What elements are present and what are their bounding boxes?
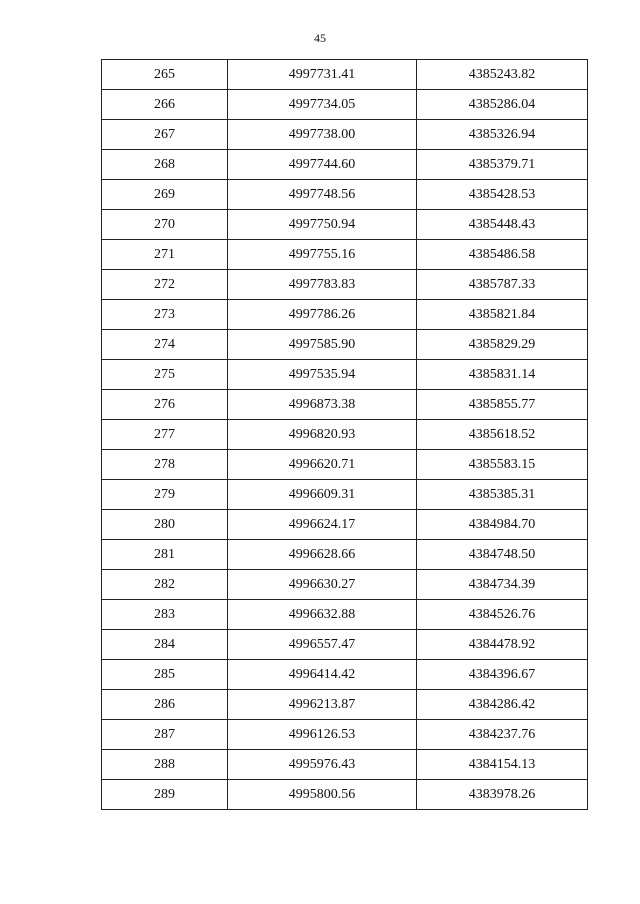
table-row (102, 750, 588, 780)
coordinate-y-cell: 4384984.70 (417, 510, 588, 540)
coordinate-y-cell: 4385326.94 (417, 120, 588, 150)
point-number-cell: 283 (102, 600, 228, 630)
point-number-cell: 268 (102, 150, 228, 180)
coordinate-x-cell: 4996609.31 (228, 480, 417, 510)
table-row (102, 510, 588, 540)
point-number-cell: 279 (102, 480, 228, 510)
coordinate-y-cell: 4385385.31 (417, 480, 588, 510)
coordinates-table-body (102, 60, 588, 810)
point-number-cell: 274 (102, 330, 228, 360)
coordinate-x-cell: 4996632.88 (228, 600, 417, 630)
coordinate-x-cell: 4997731.41 (228, 60, 417, 90)
table-row (102, 690, 588, 720)
coordinate-y-cell: 4384396.67 (417, 660, 588, 690)
coordinate-x-cell: 4995800.56 (228, 780, 417, 810)
coordinate-y-cell: 4383978.26 (417, 780, 588, 810)
table-row (102, 120, 588, 150)
table-row (102, 180, 588, 210)
coordinate-y-cell: 4384286.42 (417, 690, 588, 720)
coordinate-y-cell: 4385379.71 (417, 150, 588, 180)
coordinate-x-cell: 4997750.94 (228, 210, 417, 240)
table-row (102, 450, 588, 480)
coordinate-x-cell: 4996414.42 (228, 660, 417, 690)
table-row (102, 60, 588, 90)
coordinate-y-cell: 4385428.53 (417, 180, 588, 210)
coordinate-x-cell: 4995976.43 (228, 750, 417, 780)
table-row (102, 660, 588, 690)
point-number-cell: 281 (102, 540, 228, 570)
point-number-cell: 280 (102, 510, 228, 540)
table-row (102, 720, 588, 750)
coordinate-x-cell: 4997585.90 (228, 330, 417, 360)
point-number-cell: 282 (102, 570, 228, 600)
coordinate-y-cell: 4385829.29 (417, 330, 588, 360)
point-number-cell: 275 (102, 360, 228, 390)
coordinate-x-cell: 4996624.17 (228, 510, 417, 540)
coordinate-x-cell: 4996820.93 (228, 420, 417, 450)
page-number: 45 (314, 31, 326, 45)
table-row (102, 150, 588, 180)
table-row (102, 90, 588, 120)
coordinate-x-cell: 4997748.56 (228, 180, 417, 210)
point-number-cell: 277 (102, 420, 228, 450)
point-number-cell: 276 (102, 390, 228, 420)
point-number-cell: 286 (102, 690, 228, 720)
point-number-cell: 288 (102, 750, 228, 780)
table-row (102, 360, 588, 390)
point-number-cell: 289 (102, 780, 228, 810)
coordinate-x-cell: 4997535.94 (228, 360, 417, 390)
coordinate-y-cell: 4384526.76 (417, 600, 588, 630)
coordinates-table (101, 59, 588, 810)
point-number-cell: 266 (102, 90, 228, 120)
point-number-cell: 287 (102, 720, 228, 750)
point-number-cell: 272 (102, 270, 228, 300)
coordinate-y-cell: 4384154.13 (417, 750, 588, 780)
table-row (102, 330, 588, 360)
coordinate-x-cell: 4997734.05 (228, 90, 417, 120)
point-number-cell: 265 (102, 60, 228, 90)
point-number-cell: 271 (102, 240, 228, 270)
coordinate-x-cell: 4996620.71 (228, 450, 417, 480)
coordinate-y-cell: 4385286.04 (417, 90, 588, 120)
point-number-cell: 273 (102, 300, 228, 330)
coordinate-y-cell: 4385583.15 (417, 450, 588, 480)
table-row (102, 420, 588, 450)
coordinate-x-cell: 4996630.27 (228, 570, 417, 600)
coordinate-y-cell: 4385618.52 (417, 420, 588, 450)
coordinate-x-cell: 4997783.83 (228, 270, 417, 300)
coordinate-y-cell: 4385787.33 (417, 270, 588, 300)
table-row (102, 480, 588, 510)
table-row (102, 270, 588, 300)
coordinate-y-cell: 4385831.14 (417, 360, 588, 390)
point-number-cell: 270 (102, 210, 228, 240)
coordinate-x-cell: 4996873.38 (228, 390, 417, 420)
coordinate-x-cell: 4996126.53 (228, 720, 417, 750)
coordinate-x-cell: 4997744.60 (228, 150, 417, 180)
table-row (102, 630, 588, 660)
coordinate-y-cell: 4385821.84 (417, 300, 588, 330)
coordinate-x-cell: 4997755.16 (228, 240, 417, 270)
coordinate-y-cell: 4385243.82 (417, 60, 588, 90)
table-row (102, 390, 588, 420)
coordinate-x-cell: 4996557.47 (228, 630, 417, 660)
coordinate-y-cell: 4385855.77 (417, 390, 588, 420)
point-number-cell: 284 (102, 630, 228, 660)
table-row (102, 780, 588, 810)
table-row (102, 300, 588, 330)
point-number-cell: 269 (102, 180, 228, 210)
coordinate-y-cell: 4384748.50 (417, 540, 588, 570)
coordinate-x-cell: 4997738.00 (228, 120, 417, 150)
table-row (102, 240, 588, 270)
coordinate-y-cell: 4384734.39 (417, 570, 588, 600)
coordinate-y-cell: 4384237.76 (417, 720, 588, 750)
table-row (102, 210, 588, 240)
coordinate-y-cell: 4385448.43 (417, 210, 588, 240)
table-row (102, 540, 588, 570)
coordinate-y-cell: 4384478.92 (417, 630, 588, 660)
table-row (102, 570, 588, 600)
point-number-cell: 285 (102, 660, 228, 690)
point-number-cell: 267 (102, 120, 228, 150)
coordinate-y-cell: 4385486.58 (417, 240, 588, 270)
point-number-cell: 278 (102, 450, 228, 480)
coordinate-x-cell: 4997786.26 (228, 300, 417, 330)
coordinate-x-cell: 4996213.87 (228, 690, 417, 720)
coordinate-x-cell: 4996628.66 (228, 540, 417, 570)
table-row (102, 600, 588, 630)
